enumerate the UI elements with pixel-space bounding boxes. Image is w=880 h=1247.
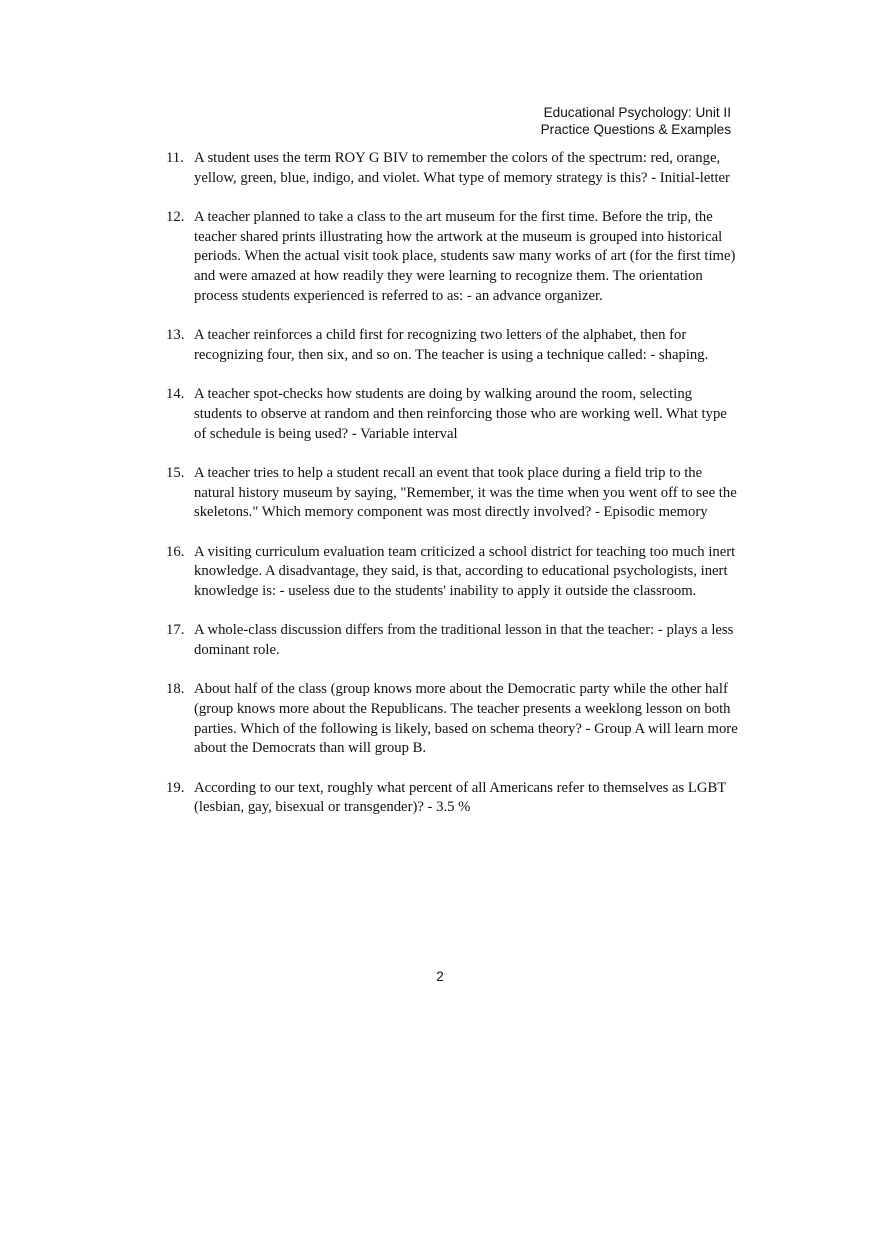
question-text: About half of the class (group knows more about the Democratic party while the other half (group knows more about the Republicans. The teacher presents a weeklong lesson on both parties. Which of the following is likely, based on schema theory? - Group A will learn more about the Democrats than will group B. — [194, 681, 738, 757]
question-item — [166, 464, 741, 523]
question-text: A whole-class discussion differs from the traditional lesson in that the teacher: - plays a less dominant role. — [194, 622, 734, 658]
question-text: A teacher reinforces a child first for recognizing two letters of the alphabet, then for recognizing four, then six, and so on. The teacher is using a technique called: - shaping. — [194, 327, 709, 363]
header-course-title: Educational Psychology: Unit II — [543, 105, 731, 120]
question-list — [166, 149, 741, 838]
question-text: A teacher tries to help a student recall an event that took place during a field trip to the natural history museum by saying, "Remember, it was the time when you went off to see the skeletons." Which memory component was most directly involved? - Episodic memory — [194, 464, 737, 521]
page-number: 2 — [436, 969, 444, 984]
question-text: According to our text, roughly what percent of all Americans refer to themselves as LGBT (lesbian, gay, bisexual or transgender)? - 3.5 % — [194, 779, 726, 816]
question-text: A teacher spot-checks how students are doing by walking around the room, selecting students to observe at random and then reinforcing those who are working well. What type of schedule is being used? - Variable interval — [194, 386, 727, 442]
question-item — [166, 149, 741, 188]
page-header — [541, 105, 731, 138]
question-number: 11. — [166, 150, 184, 166]
question-number: 13. — [166, 327, 185, 344]
question-item — [166, 543, 741, 602]
question-number: 12. — [166, 209, 185, 225]
question-item — [166, 621, 741, 660]
question-text: A visiting curriculum evaluation team criticized a school district for teaching too much inert knowledge. A disadvantage, they said, is that, according to educational psychologists, inert knowledge is: - useless due to the students' inability to apply it outside the classroom. — [194, 543, 736, 599]
question-item — [166, 385, 741, 444]
question-item — [166, 680, 741, 759]
question-item — [166, 779, 741, 818]
question-item — [166, 326, 741, 365]
question-number: 18. — [166, 681, 185, 698]
question-text: A student uses the term ROY G BIV to remember the colors of the spectrum: red, orange, yellow, green, blue, indigo, and violet. What type of memory strategy is this? - Initial-letter — [194, 150, 730, 186]
question-number: 15. — [166, 464, 185, 481]
header-subtitle: Practice Questions & Examples — [540, 121, 731, 137]
question-item — [166, 208, 741, 307]
question-number: 17. — [166, 622, 185, 639]
question-number: 16. — [166, 543, 185, 560]
question-text: A teacher planned to take a class to the art museum for the first time. Before the trip, the teacher shared prints illustrating how the artwork at the museum is grouped into historical periods. When the actual visit took place, students saw many works of art (for the first time) and were amazed at how readily they were learning to recognize them. The orientation process students experienced is referred to as: - an advance organizer. — [194, 209, 736, 304]
question-number: 14. — [166, 386, 185, 403]
question-number: 19. — [166, 779, 185, 796]
